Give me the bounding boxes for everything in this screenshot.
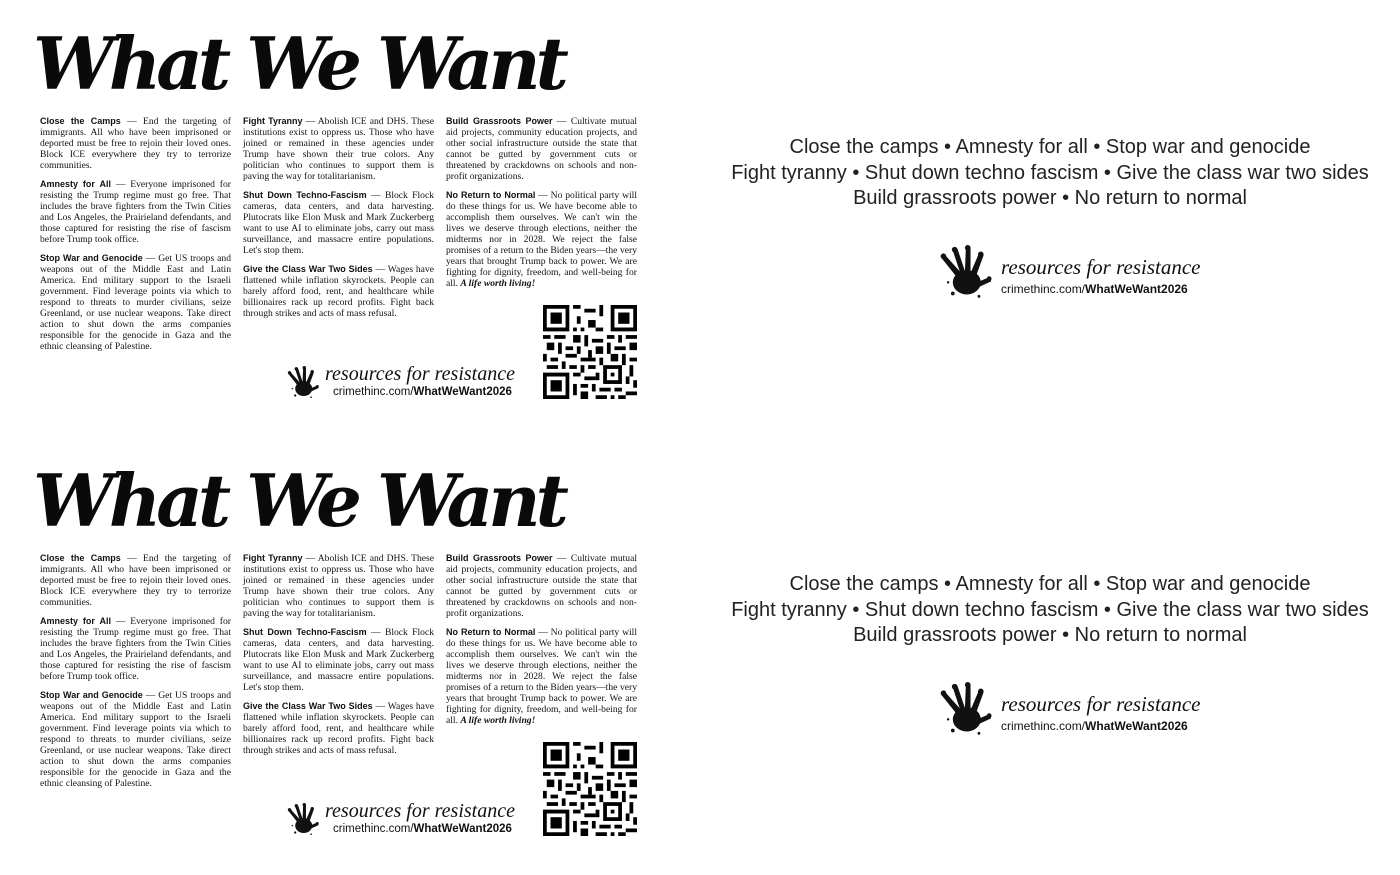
demand-heading: Stop War and Genocide xyxy=(40,690,143,700)
brand-block xyxy=(285,364,525,402)
brand-url[interactable]: crimethinc.com/WhatWeWant2026 xyxy=(333,386,512,398)
demand-heading: No Return to Normal xyxy=(446,190,536,200)
demand-paragraph: Fight Tyranny — Abolish ICE and DHS. These institutions exist to oppress us. Those who have joined or remained in these agencies under Trump have shown their true colors. Any politician who continues to support them is paving the way for totalitarianism. xyxy=(243,116,435,182)
text-column-2 xyxy=(243,116,434,327)
brand-title: resources for resistance xyxy=(325,800,515,822)
demand-paragraph: Close the Camps — End the targeting of immigrants. All who have been imprisoned or deported must be free to rejoin their loved ones. Block ICE everywhere they try to terrorize communities. xyxy=(40,116,231,171)
demand-paragraph: No Return to Normal — No political party will do these things for us. We have become able to accomplish them ourselves. We can't win the lives we deserve through elections, neither the midterms nor in 2028. We reject the false promises of a return to the Biden years—the very years that brought Trump back to power. We are fighting for dignity, freedom, and well-being for all. A life worth living! xyxy=(446,627,637,726)
black-handprint-icon xyxy=(285,803,319,837)
text-column-1 xyxy=(40,116,231,360)
slogan-line: Fight tyranny • Shut down techno fascism • Give the class war two sides xyxy=(731,161,1369,184)
qr-code-icon[interactable] xyxy=(543,305,637,399)
demand-heading: Close the Camps xyxy=(40,553,121,563)
brand-block xyxy=(936,242,1206,306)
slogan-line: Close the camps • Amnesty for all • Stop war and genocide xyxy=(789,136,1311,158)
demand-paragraph: Fight Tyranny — Abolish ICE and DHS. These institutions exist to oppress us. Those who have joined or remained in these agencies under Trump have shown their true colors. Any politician who continues to support them is paving the way for totalitarianism. xyxy=(243,553,435,619)
text-column-1 xyxy=(40,553,231,797)
demand-paragraph: Build Grassroots Power — Cultivate mutual aid projects, community education projects, and other social infrastructure outside the state that cannot be gutted by government cuts or threatened by crackdowns on schools and non-profit organizations. xyxy=(446,116,637,182)
demand-text: No political party will do these things for us. We have become able to accomplish them ourselves. We can't win the lives we deserve through elections, neither the midterms nor in 2028. We reject the false promises of a return to the Biden years—the very years that brought Trump back to power. We are fighting for dignity, freedom, and well-being for all. xyxy=(446,190,637,289)
demand-paragraph: Give the Class War Two Sides — Wages have flattened while inflation skyrockets. People can barely afford food, rent, and healthcare while billionaires rack up record profits. Fight back through strikes and acts of mass refusal. xyxy=(243,264,434,319)
demand-heading: Amnesty for All xyxy=(40,616,112,626)
demand-paragraph: Build Grassroots Power — Cultivate mutual aid projects, community education projects, and other social infrastructure outside the state that cannot be gutted by government cuts or threatened by crackdowns on schools and non-profit organizations. xyxy=(446,553,637,619)
demand-text: Block Flock cameras, data centers, and data harvesting. Plutocrats like Elon Musk and Mark Zuckerberg want to use AI to eliminate jobs, carry out mass surveillance, and massacre entire populations. Let's stop them. xyxy=(243,627,435,693)
demand-paragraph: No Return to Normal — No political party will do these things for us. We have become able to accomplish them ourselves. We can't win the lives we deserve through elections, neither the midterms nor in 2028. We reject the false promises of a return to the Biden years—the very years that brought Trump back to power. We are fighting for dignity, freedom, and well-being for all. A life worth living! xyxy=(446,190,637,289)
closing-emphasis: A life worth living! xyxy=(460,278,536,289)
brand-block xyxy=(285,801,525,839)
slogan-block xyxy=(700,135,1400,212)
demand-paragraph: Shut Down Techno-Fascism — Block Flock cameras, data centers, and data harvesting. Plutocrats like Elon Musk and Mark Zuckerberg want to use AI to eliminate jobs, carry out mass surveillance, and massacre entire populations. Let's stop them. xyxy=(243,190,435,256)
demand-heading: Shut Down Techno-Fascism xyxy=(243,627,367,637)
demand-text: Get US troops and weapons out of the Middle East and Latin America. End military support to the Israeli government. Find leverage points via which to respond to threats to murder civilians, seize Greenland, or use nuclear weapons. Take direct action to shut down the arms companies responsible for the genocide in Gaza and the ethnic cleansing of Palestine. xyxy=(40,253,231,352)
text-column-2 xyxy=(243,553,434,764)
demand-text: End the targeting of immigrants. All who have been imprisoned or deported must be free to rejoin their loved ones. Block ICE everywhere they try to terrorize communities. xyxy=(40,553,231,608)
black-handprint-icon xyxy=(285,366,319,400)
flyer-panel-top xyxy=(0,0,700,437)
slogan-line: Build grassroots power • No return to normal xyxy=(853,187,1247,209)
black-handprint-icon xyxy=(936,679,992,741)
demand-heading: Give the Class War Two Sides xyxy=(243,264,373,274)
demand-heading: Close the Camps xyxy=(40,116,121,126)
brand-url[interactable]: crimethinc.com/WhatWeWant2026 xyxy=(1001,282,1188,296)
demand-text: Everyone imprisoned for resisting the Trump regime must go free. That includes the brave fighters from the Twin Cities and Los Angeles, the Prairieland defendants, and those captured for resisting the rise of fascism before Trump took office. xyxy=(40,179,231,245)
slogan-line: Fight tyranny • Shut down techno fascism • Give the class war two sides xyxy=(731,598,1369,621)
brand-block xyxy=(936,679,1206,743)
slogan-line: Close the camps • Amnesty for all • Stop war and genocide xyxy=(789,573,1311,595)
demand-paragraph: Amnesty for All — Everyone imprisoned for resisting the Trump regime must go free. That includes the brave fighters from the Twin Cities and Los Angeles, the Prairieland defendants, and those captured for resisting the rise of fascism before Trump took office. xyxy=(40,616,231,682)
demand-heading: No Return to Normal xyxy=(446,627,536,637)
demand-paragraph: Give the Class War Two Sides — Wages have flattened while inflation skyrockets. People can barely afford food, rent, and healthcare while billionaires rack up record profits. Fight back through strikes and acts of mass refusal. xyxy=(243,701,434,756)
demand-text: Everyone imprisoned for resisting the Trump regime must go free. That includes the brave fighters from the Twin Cities and Los Angeles, the Prairieland defendants, and those captured for resisting the rise of fascism before Trump took office. xyxy=(40,616,231,682)
demand-paragraph: Stop War and Genocide — Get US troops and weapons out of the Middle East and Latin America. End military support to the Israeli government. Find leverage points via which to respond to threats to murder civilians, seize Greenland, or use nuclear weapons. Take direct action to shut down the arms companies responsible for the genocide in Gaza and the ethnic cleansing of Palestine. xyxy=(40,253,231,352)
demand-paragraph: Stop War and Genocide — Get US troops and weapons out of the Middle East and Latin America. End military support to the Israeli government. Find leverage points via which to respond to threats to murder civilians, seize Greenland, or use nuclear weapons. Take direct action to shut down the arms companies responsible for the genocide in Gaza and the ethnic cleansing of Palestine. xyxy=(40,690,231,789)
brand-title: resources for resistance xyxy=(1001,255,1201,279)
flyer-title: What We Want xyxy=(33,458,564,543)
brand-title: resources for resistance xyxy=(1001,692,1201,716)
demand-paragraph: Close the Camps — End the targeting of immigrants. All who have been imprisoned or deported must be free to rejoin their loved ones. Block ICE everywhere they try to terrorize communities. xyxy=(40,553,231,608)
slogan-panel-top xyxy=(700,0,1400,437)
brand-url[interactable]: crimethinc.com/WhatWeWant2026 xyxy=(1001,719,1188,733)
demand-heading: Fight Tyranny xyxy=(243,116,303,126)
demand-heading: Shut Down Techno-Fascism xyxy=(243,190,367,200)
closing-emphasis: A life worth living! xyxy=(460,715,536,726)
demand-heading: Give the Class War Two Sides xyxy=(243,701,373,711)
demand-text: No political party will do these things for us. We have become able to accomplish them ourselves. We can't win the lives we deserve through elections, neither the midterms nor in 2028. We reject the false promises of a return to the Biden years—the very years that brought Trump back to power. We are fighting for dignity, freedom, and well-being for all. xyxy=(446,627,637,726)
demand-heading: Build Grassroots Power xyxy=(446,116,553,126)
demand-text: Cultivate mutual aid projects, community education projects, and other social infrastructure outside the state that cannot be gutted by government cuts or threatened by crackdowns on schools and non-profit organizations. xyxy=(446,553,637,619)
slogan-panel-bottom xyxy=(700,437,1400,874)
slogan-block xyxy=(700,572,1400,649)
demand-heading: Build Grassroots Power xyxy=(446,553,553,563)
slogan-line: Build grassroots power • No return to normal xyxy=(853,624,1247,646)
flyer-panel-bottom xyxy=(0,437,700,874)
demand-text: End the targeting of immigrants. All who have been imprisoned or deported must be free to rejoin their loved ones. Block ICE everywhere they try to terrorize communities. xyxy=(40,116,231,171)
demand-text: Get US troops and weapons out of the Middle East and Latin America. End military support to the Israeli government. Find leverage points via which to respond to threats to murder civilians, seize Greenland, or use nuclear weapons. Take direct action to shut down the arms companies responsible for the genocide in Gaza and the ethnic cleansing of Palestine. xyxy=(40,690,231,789)
text-column-3 xyxy=(446,116,637,297)
demand-text: Wages have flattened while inflation skyrockets. People can barely afford food, rent, and healthcare while billionaires rack up record profits. Fight back through strikes and acts of mass refusal. xyxy=(243,701,434,756)
demand-text: Wages have flattened while inflation skyrockets. People can barely afford food, rent, and healthcare while billionaires rack up record profits. Fight back through strikes and acts of mass refusal. xyxy=(243,264,434,319)
demand-text: Cultivate mutual aid projects, community education projects, and other social infrastructure outside the state that cannot be gutted by government cuts or threatened by crackdowns on schools and non-profit organizations. xyxy=(446,116,637,182)
demand-heading: Stop War and Genocide xyxy=(40,253,143,263)
brand-title: resources for resistance xyxy=(325,363,515,385)
demand-text: Block Flock cameras, data centers, and data harvesting. Plutocrats like Elon Musk and Mark Zuckerberg want to use AI to eliminate jobs, carry out mass surveillance, and massacre entire populations. Let's stop them. xyxy=(243,190,435,256)
demand-heading: Amnesty for All xyxy=(40,179,112,189)
demand-paragraph: Shut Down Techno-Fascism — Block Flock cameras, data centers, and data harvesting. Plutocrats like Elon Musk and Mark Zuckerberg want to use AI to eliminate jobs, carry out mass surveillance, and massacre entire populations. Let's stop them. xyxy=(243,627,435,693)
flyer-title: What We Want xyxy=(33,21,564,106)
brand-url[interactable]: crimethinc.com/WhatWeWant2026 xyxy=(333,823,512,835)
demand-text: Abolish ICE and DHS. These institutions exist to oppress us. Those who have joined or remained in these agencies under Trump have shown their true colors. Any politician who continues to support them is paving the way for totalitarianism. xyxy=(243,116,435,182)
text-column-3 xyxy=(446,553,637,734)
qr-code-icon[interactable] xyxy=(543,742,637,836)
demand-paragraph: Amnesty for All — Everyone imprisoned for resisting the Trump regime must go free. That includes the brave fighters from the Twin Cities and Los Angeles, the Prairieland defendants, and those captured for resisting the rise of fascism before Trump took office. xyxy=(40,179,231,245)
demand-text: Abolish ICE and DHS. These institutions exist to oppress us. Those who have joined or remained in these agencies under Trump have shown their true colors. Any politician who continues to support them is paving the way for totalitarianism. xyxy=(243,553,435,619)
demand-heading: Fight Tyranny xyxy=(243,553,303,563)
black-handprint-icon xyxy=(936,242,992,304)
